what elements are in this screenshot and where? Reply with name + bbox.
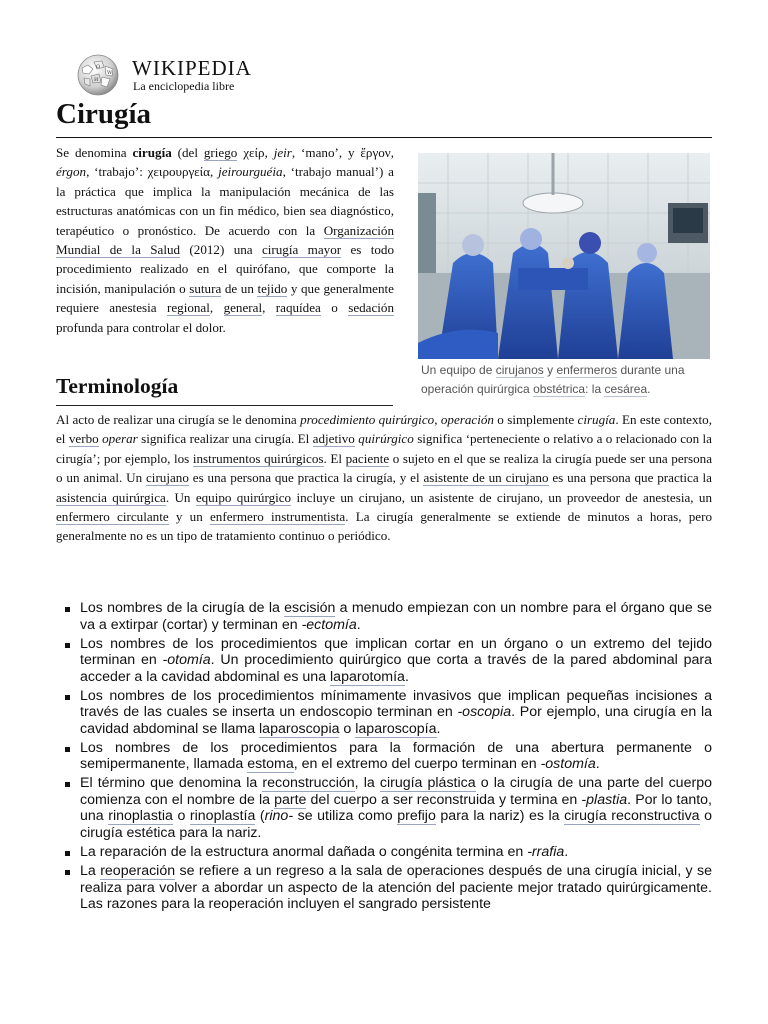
link-tejido[interactable]: tejido bbox=[257, 280, 288, 296]
link-equipo-quirurgico[interactable]: equipo quirúrgico bbox=[195, 489, 292, 505]
link-enfermero-circulante[interactable]: enfermero circulante bbox=[56, 509, 169, 525]
figure-caption: Un equipo de cirujanos y enfermeros durante una operación quirúrgica obstétrica: la cesárea. bbox=[421, 363, 685, 396]
bold-term: cirugía bbox=[132, 145, 172, 160]
list-item: La reoperación se refiere a un regreso a la sala de operaciones después de una cirugía inicial, y se realiza para volver a abordar un aspecto de la atención del paciente mejor tratado quirúrgicamente. Las razones para la reoperación incluyen el sangrado persistente bbox=[56, 863, 712, 913]
terminology-list bbox=[56, 600, 712, 915]
link-adjetivo[interactable]: adjetivo bbox=[312, 431, 355, 447]
site-name: WIKIPEDIA bbox=[132, 56, 252, 80]
link-reconstruccion[interactable]: reconstrucción bbox=[262, 775, 355, 792]
link-laparotomia[interactable]: laparotomía bbox=[330, 668, 405, 685]
link-parte[interactable]: parte bbox=[274, 791, 307, 808]
list-item: Los nombres de los procedimientos mínimamente invasivos que implican pequeñas incisiones a través de las cuales se inserta un endoscopio terminan en -oscopia. Por ejemplo, una cirugía en la cavidad abdominal se llama laparoscopia o laparoscopía. bbox=[56, 688, 712, 738]
link-obstetrica[interactable]: obstétrica bbox=[533, 381, 586, 396]
figure bbox=[418, 153, 710, 398]
link-raquidea[interactable]: raquídea bbox=[275, 300, 321, 316]
link-general[interactable]: general bbox=[223, 300, 263, 316]
list-item: Los nombres de los procedimientos para la formación de una abertura permanente o semipermanente, llamada estoma, en el extremo del cuerpo terminan en -ostomía. bbox=[56, 740, 712, 773]
link-griego[interactable]: griego bbox=[203, 145, 238, 160]
link-cirujano[interactable]: cirujano bbox=[146, 470, 189, 486]
link-escision[interactable]: escisión bbox=[284, 600, 336, 616]
link-rinoplastia-alt[interactable]: rinoplastía bbox=[189, 808, 256, 825]
list-item: Los nombres de la cirugía de la escisión a menudo empiezan con un nombre para el órgano que se va a extirpar (cortar) y terminan en -ectomía. bbox=[56, 600, 712, 633]
surgical-team-photo[interactable] bbox=[418, 153, 710, 359]
svg-text:Ω: Ω bbox=[96, 64, 101, 70]
list-item: Los nombres de los procedimientos que implican cortar en un órgano o un extremo del tejido terminan en -otomía. Un procedimiento quirúrgico que corta a través de la pared abdominal para acceder a la cavidad abdominal es una laparotomía. bbox=[56, 636, 712, 686]
link-laparoscopia-alt[interactable]: laparoscopía bbox=[355, 720, 437, 737]
list-item: La reparación de la estructura anormal dañada o congénita termina en -rrafia. bbox=[56, 844, 712, 861]
link-cirujanos[interactable]: cirujanos bbox=[495, 363, 544, 377]
link-reoperacion[interactable]: reoperación bbox=[100, 863, 176, 880]
link-verbo[interactable]: verbo bbox=[68, 431, 99, 447]
operating-room-image bbox=[418, 153, 710, 359]
link-rinoplastia[interactable]: rinoplastia bbox=[108, 808, 173, 825]
section-divider bbox=[56, 405, 393, 406]
link-sutura[interactable]: sutura bbox=[189, 280, 222, 296]
list-item: El término que denomina la reconstrucción, la cirugía plástica o la cirugía de una parte del cuerpo comienza con el nombre de la parte del cuerpo a ser reconstruida y termina en -plastia. Por lo tanto, una rinoplastia o rinoplastía (rino- se utiliza como prefijo para la nariz) es la cirugía reconstructiva o cirugía estética para la nariz. bbox=[56, 775, 712, 841]
link-sedacion[interactable]: sedación bbox=[348, 300, 395, 316]
svg-text:W: W bbox=[107, 70, 113, 76]
terminologia-paragraph: Al acto de realizar una cirugía se le denomina procedimiento quirúrgico, operación o simplemente cirugía. En este contexto, el verbo operar significa realizar una cirugía. El adjetivo quirúrgico significa ‘perteneciente o relativo a o relacionado con la cirugía’; por ejemplo, los instrumentos quirúrgicos. El paciente o sujeto en el que se realiza la cirugía puede ser una persona o un animal. Un cirujano es una persona que practica la cirugía, y el asistente de un cirujano es una persona que practica la asistencia quirúrgica. Un equipo quirúrgico incluye un cirujano, un asistente de cirujano, un proveedor de anestesia, un enfermero circulante y un enfermero instrumentista. La cirugía generalmente se extiende de minutos a horas, pero generalmente no es un tipo de tratamiento continuo o periódico. bbox=[56, 412, 713, 544]
svg-text:И: И bbox=[94, 77, 99, 83]
link-cirugia-mayor[interactable]: cirugía mayor bbox=[261, 242, 342, 258]
section-heading-terminologia: Terminología bbox=[56, 374, 179, 398]
link-enfermeros[interactable]: enfermeros bbox=[556, 363, 618, 377]
site-tagline: La enciclopedia libre bbox=[133, 79, 235, 93]
link-asistente-cirujano[interactable]: asistente de un cirujano bbox=[423, 470, 549, 486]
link-asistencia-quirurgica[interactable]: asistencia quirúrgica bbox=[56, 489, 166, 505]
title-divider bbox=[56, 137, 712, 138]
intro-paragraph: Se denomina cirugía (del griego χείρ, jeir, ‘mano’, y ἔργον, érgon, ‘trabajo’: χειρουργεία, jeirourguéia, ‘trabajo manual’) a la práctica que implica la manipulación mecánica de las estructuras anatómicas con un fin médico, bien sea diagnóstico, terapéutico o pronóstico. De acuerdo con la Organización Mundial de la Salud (2012) una cirugía mayor es todo procedimiento realizado en el quirófano, que comporte la incisión, manipulación o sutura de un tejido y que generalmente requiere anestesia regional, general, raquídea o sedación profunda para controlar el dolor. bbox=[56, 145, 395, 335]
wikipedia-header[interactable] bbox=[74, 52, 274, 98]
link-estoma[interactable]: estoma bbox=[247, 756, 294, 773]
link-enfermero-instrumentista[interactable]: enfermero instrumentista bbox=[209, 509, 346, 525]
link-prefijo[interactable]: prefijo bbox=[397, 808, 436, 825]
wikipedia-globe-icon bbox=[74, 52, 122, 96]
link-paciente[interactable]: paciente bbox=[345, 450, 390, 466]
link-instrumentos-quirurgicos[interactable]: instrumentos quirúrgicos bbox=[192, 450, 324, 466]
link-cesarea[interactable]: cesárea bbox=[604, 381, 648, 396]
link-cirugia-reconstructiva[interactable]: cirugía reconstructiva bbox=[564, 808, 700, 825]
link-cirugia-plastica[interactable]: cirugía plástica bbox=[379, 775, 476, 792]
link-oms[interactable]: Organización Mundial de la Salud bbox=[56, 222, 394, 258]
link-laparoscopia[interactable]: laparoscopia bbox=[259, 720, 340, 737]
page-title: Cirugía bbox=[56, 98, 152, 130]
link-regional[interactable]: regional bbox=[166, 300, 210, 316]
